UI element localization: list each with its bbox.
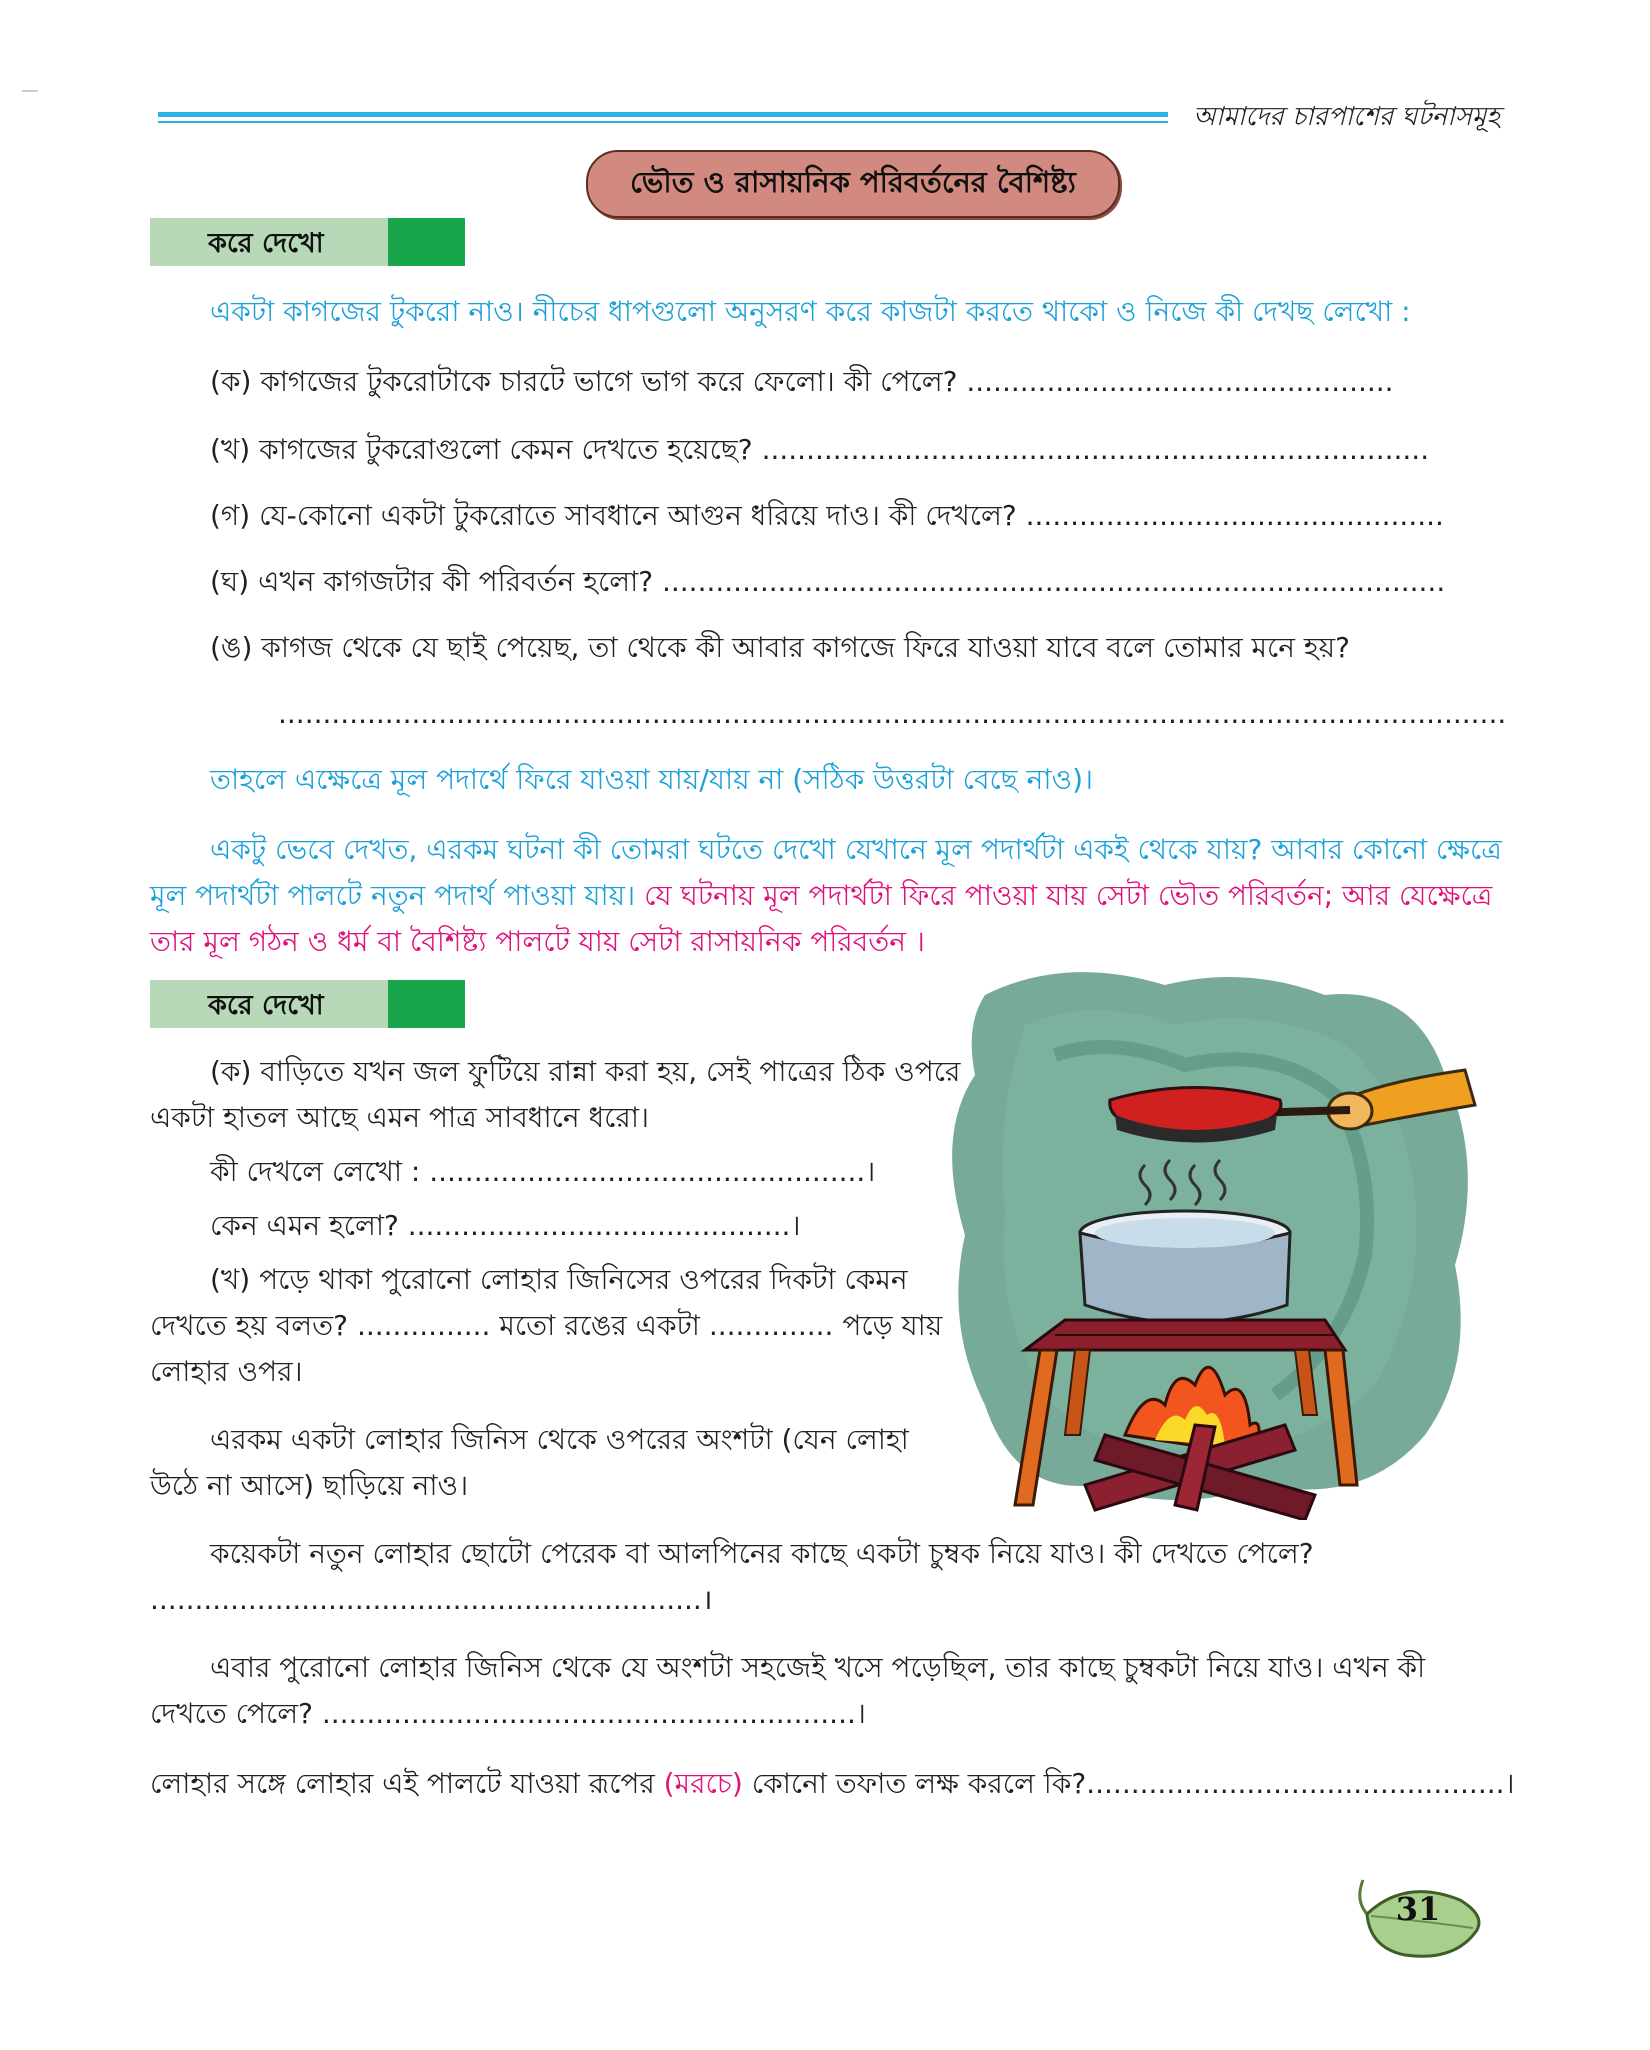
explanation-line-3: তার মূল গঠন ও ধর্ম বা বৈশিষ্ট্য পালটে যায় সেটা রাসায়নিক পরিবর্তন । — [150, 925, 925, 958]
step-marker: (গ) — [210, 499, 251, 532]
activity-2-ka-question-2: কেন এমন হলো? ...........................................। — [210, 1209, 801, 1242]
rust-compare-before: লোহার সঙ্গে লোহার এই পালটে যাওয়া রূপের — [150, 1767, 655, 1800]
activity-header-1 — [150, 218, 465, 266]
activity-header-2-label: করে দেখো — [208, 990, 324, 1021]
step-text: যে-কোনো একটা টুকরোতে সাবধানে আগুন ধরিয়ে দাও। কী দেখলে? ............................................... — [259, 499, 1444, 532]
chapter-section-title — [586, 150, 1120, 218]
step-marker: (ঙ) — [210, 631, 253, 664]
step-marker: (ক) — [210, 365, 252, 398]
page-corner-mark — [22, 90, 38, 92]
boiling-pot-illustration — [945, 965, 1485, 1520]
chapter-section-title-text: ভৌত ও রাসায়নিক পরিবর্তনের বৈশিষ্ট্য — [630, 164, 1076, 199]
activity-2-ka-line-1: (ক) বাড়িতে যখন জল ফুটিয়ে রান্না করা হয়, সেই পাত্রের ঠিক ওপরে — [210, 1055, 961, 1088]
page-number: 31 — [1395, 1890, 1441, 1928]
running-header-title: আমাদের চারপাশের ঘটনাসমূহ — [1193, 102, 1500, 132]
activity-2-magnet-line-2: ..............................................................। — [150, 1583, 713, 1616]
header-rule-top — [158, 112, 1168, 117]
activity-1-step-gha — [210, 562, 1445, 602]
activity-2-kha-line-2: দেখতে হয় বলত? ............... মতো রঙের একটা .............. পড়ে যায় — [150, 1309, 943, 1342]
explanation-line-2-cyan: মূল পদার্থটা পালটে নতুন পদার্থ পাওয়া যায়। — [150, 879, 636, 912]
activity-header-2 — [150, 980, 465, 1028]
activity-2-remove-line-1: এরকম একটা লোহার জিনিস থেকে ওপরের অংশটা (যেন লোহা — [210, 1423, 909, 1456]
step-text: কাগজের টুকরোগুলো কেমন দেখতে হয়েছে? ........................................................................... — [259, 433, 1430, 466]
explanation-line-1: একটু ভেবে দেখত, এরকম ঘটনা কী তোমরা ঘটতে দেখো যেখানে মূল পদার্থটা একই থেকে যায়? আবার কোনো ক্ষেত্রে — [210, 833, 1502, 866]
activity-2-rust-compare — [150, 1764, 1515, 1804]
activity-1-answer-line: .......................................................................................................................................... — [278, 697, 1507, 730]
activity-1-step-umo — [210, 628, 1350, 668]
activity-2-remove-line-2: উঠে না আসে) ছাড়িয়ে নাও। — [150, 1469, 469, 1502]
step-text: এখন কাগজটার কী পরিবর্তন হলো? ........................................................................................ — [258, 565, 1446, 598]
activity-2-kha-line-1: (খ) পড়ে থাকা পুরোনো লোহার জিনিসের ওপরের দিকটা কেমন — [210, 1263, 908, 1296]
activity-2-ka-line-2: একটা হাতল আছে এমন পাত্র সাবধানে ধরো। — [150, 1101, 649, 1134]
rust-compare-after: কোনো তফাত লক্ষ করলে কি?...............................................। — [751, 1767, 1515, 1800]
activity-1-conclusion: তাহলে এক্ষেত্রে মূল পদার্থে ফিরে যাওয়া যায়/যায় না (সঠিক উত্তরটা বেছে নাও)। — [210, 763, 1094, 796]
explanation-line-2-magenta: যে ঘটনায় মূল পদার্থটা ফিরে পাওয়া যায় সেটা ভৌত পরিবর্তন; আর যেক্ষেত্রে — [644, 879, 1493, 912]
activity-2-kha-line-3: লোহার ওপর। — [150, 1355, 303, 1388]
activity-1-step-ka — [210, 362, 1394, 402]
activity-2-rust-line-1: এবার পুরোনো লোহার জিনিস থেকে যে অংশটা সহজেই খসে পড়েছিল, তার কাছে চুম্বকটা নিয়ে যাও। এখন কী — [210, 1651, 1426, 1684]
activity-1-step-ga — [210, 496, 1444, 536]
step-marker: (ঘ) — [210, 565, 250, 598]
activity-2-magnet-line-1: কয়েকটা নতুন লোহার ছোটো পেরেক বা আলপিনের কাছে একটা চুম্বক নিয়ে যাও। কী দেখতে পেলে? — [210, 1537, 1314, 1570]
step-text: কাগজের টুকরোটাকে চারটে ভাগে ভাগ করে ফেলো। কী পেলে? ................................................ — [260, 365, 1394, 398]
step-marker: (খ) — [210, 433, 251, 466]
explanation-line-2 — [150, 876, 1492, 916]
activity-2-ka-question-1: কী দেখলে লেখো : .................................................। — [210, 1155, 876, 1188]
activity-1-step-kha — [210, 430, 1429, 470]
header-rule-bottom — [158, 121, 1168, 123]
activity-header-1-label: করে দেখো — [208, 228, 324, 259]
rust-compare-highlight: (মরচে) — [663, 1767, 743, 1800]
activity-1-intro: একটা কাগজের টুকরো নাও। নীচের ধাপগুলো অনুসরণ করে কাজটা করতে থাকো ও নিজে কী দেখছ লেখো : — [210, 295, 1411, 328]
activity-2-rust-line-2: দেখতে পেলে? ............................................................। — [150, 1697, 866, 1730]
step-text: কাগজ থেকে যে ছাই পেয়েছ, তা থেকে কী আবার কাগজে ফিরে যাওয়া যাবে বলে তোমার মনে হয়? — [261, 631, 1350, 664]
